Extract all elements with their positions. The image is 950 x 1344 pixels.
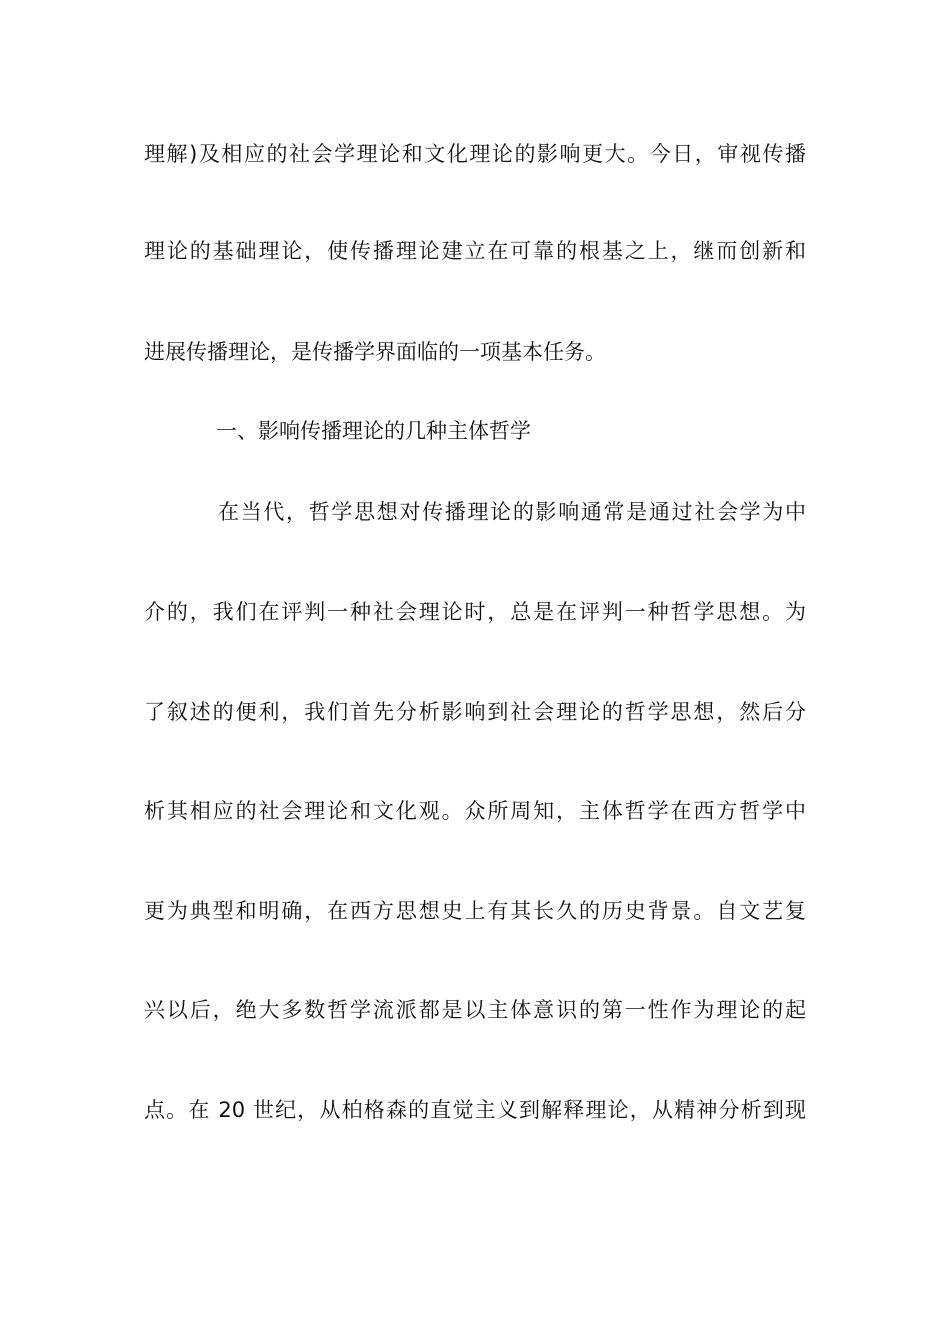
paragraph-2-line-7: 点。在 20 世纪，从柏格森的直觉主义到解释理论，从精神分析到现 <box>144 1098 806 1122</box>
paragraph-2-line-6: 兴以后，绝大多数哲学流派都是以主体意识的第一性作为理论的起 <box>144 998 806 1022</box>
paragraph-2-line-4: 析其相应的社会理论和文化观。众所周知，主体哲学在西方哲学中 <box>144 799 806 823</box>
section-heading: 一、影响传播理论的几种主体哲学 <box>216 419 531 443</box>
paragraph-2-line-2: 介的，我们在评判一种社会理论时，总是在评判一种哲学思想。为 <box>144 600 806 624</box>
paragraph-1-line-2: 理论的基础理论，使传播理论建立在可靠的根基之上，继而创新和 <box>144 239 806 263</box>
paragraph-1-line-1: 理解)及相应的社会学理论和文化理论的影响更大。今日，审视传播 <box>144 142 806 166</box>
paragraph-2-line-1: 在当代，哲学思想对传播理论的影响通常是通过社会学为中 <box>218 500 806 524</box>
paragraph-2-line-5: 更为典型和明确，在西方思想史上有其长久的历史背景。自文艺复 <box>144 899 806 923</box>
paragraph-2-line-3: 了叙述的便利，我们首先分析影响到社会理论的哲学思想，然后分 <box>144 700 806 724</box>
paragraph-1-line-3: 进展传播理论，是传播学界面临的一项基本任务。 <box>144 340 606 364</box>
